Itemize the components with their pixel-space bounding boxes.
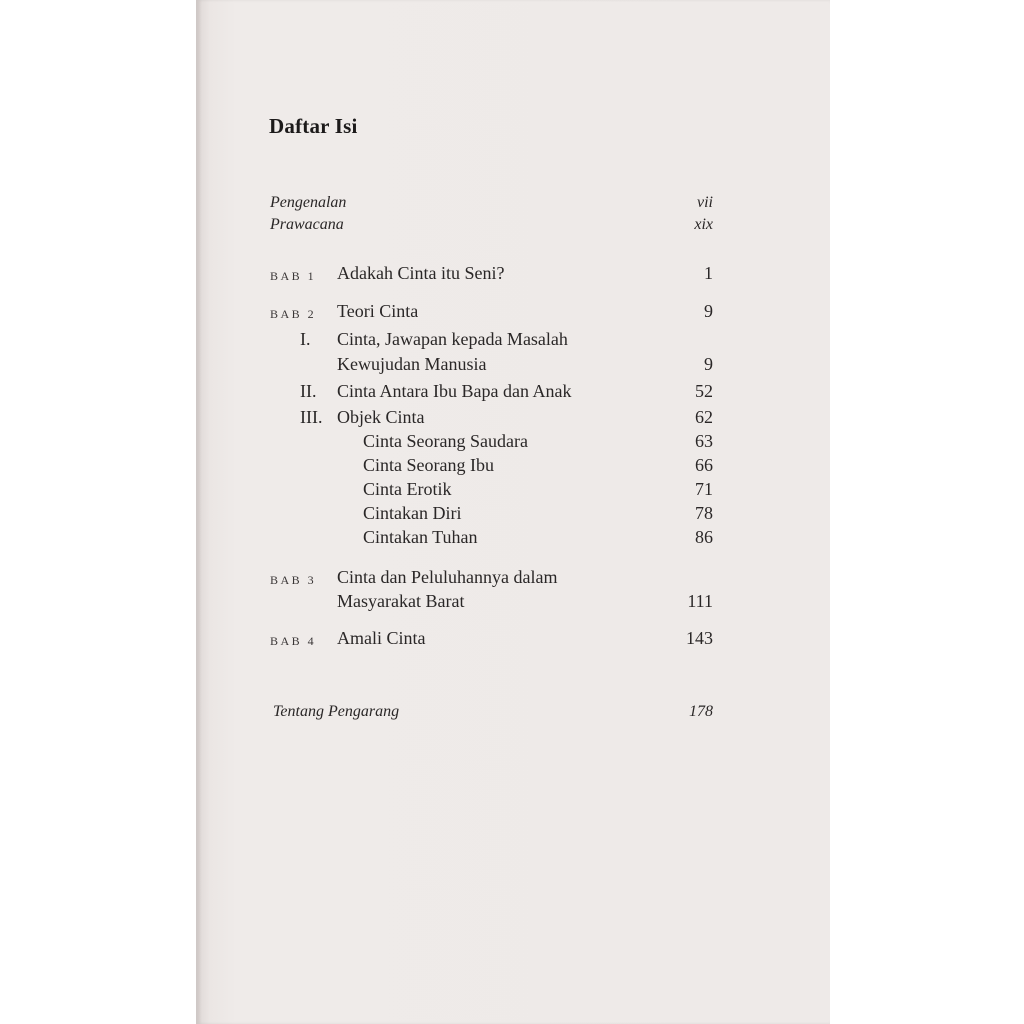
entry-label: Tentang Pengarang bbox=[273, 703, 400, 720]
subsection-title: Cinta Erotik bbox=[363, 479, 452, 499]
toc-section-2 bbox=[270, 379, 713, 403]
entry-page: 178 bbox=[689, 703, 713, 720]
section-number: II. bbox=[300, 381, 317, 401]
subsection-page: 86 bbox=[695, 527, 713, 547]
section-title: Cinta Antara Ibu Bapa dan Anak bbox=[337, 381, 572, 401]
subsection-title: Cintakan Diri bbox=[363, 503, 462, 523]
toc-subsection-erotik bbox=[270, 477, 713, 501]
chapter-title: Teori Cinta bbox=[337, 301, 419, 321]
toc-entry-tentang-pengarang bbox=[270, 700, 713, 724]
toc-subsection-ibu bbox=[270, 453, 713, 477]
chapter-number: BAB 3 bbox=[270, 573, 317, 587]
toc-section-1-line-1 bbox=[270, 327, 713, 351]
toc-subsection-diri bbox=[270, 501, 713, 525]
section-page: 9 bbox=[704, 354, 713, 374]
subsection-page: 71 bbox=[695, 479, 713, 499]
chapter-title-continued: Masyarakat Barat bbox=[337, 591, 465, 611]
section-page: 52 bbox=[695, 381, 713, 401]
chapter-page: 143 bbox=[686, 628, 713, 648]
entry-page: xix bbox=[694, 216, 713, 233]
entry-page: vii bbox=[697, 194, 713, 211]
subsection-title: Cinta Seorang Ibu bbox=[363, 455, 494, 475]
chapter-title: Amali Cinta bbox=[337, 628, 426, 648]
toc-chapter-4 bbox=[270, 626, 713, 650]
section-title: Objek Cinta bbox=[337, 407, 425, 427]
chapter-number: BAB 1 bbox=[270, 269, 317, 283]
toc-chapter-3-line-1 bbox=[270, 565, 713, 589]
chapter-page: 111 bbox=[687, 591, 713, 611]
chapter-page: 1 bbox=[704, 263, 713, 283]
subsection-title: Cintakan Tuhan bbox=[363, 527, 478, 547]
chapter-page: 9 bbox=[704, 301, 713, 321]
toc-section-3 bbox=[270, 405, 713, 429]
entry-label: Pengenalan bbox=[270, 194, 347, 211]
chapter-number: BAB 2 bbox=[270, 307, 317, 321]
section-title: Cinta, Jawapan kepada Masalah bbox=[337, 329, 568, 349]
subsection-page: 63 bbox=[695, 431, 713, 451]
toc-title: Daftar Isi bbox=[269, 114, 358, 138]
subsection-page: 66 bbox=[695, 455, 713, 475]
toc-entry-pengenalan bbox=[270, 191, 713, 215]
toc-section-1-line-2 bbox=[270, 352, 713, 376]
toc-chapter-1 bbox=[270, 261, 713, 285]
toc-subsection-tuhan bbox=[270, 525, 713, 549]
section-page: 62 bbox=[695, 407, 713, 427]
page-spine-shadow bbox=[196, 0, 202, 1024]
entry-label: Prawacana bbox=[270, 216, 344, 233]
subsection-title: Cinta Seorang Saudara bbox=[363, 431, 528, 451]
toc-entry-prawacana bbox=[270, 213, 713, 237]
toc-subsection-saudara bbox=[270, 429, 713, 453]
section-number: I. bbox=[300, 329, 311, 349]
section-title-continued: Kewujudan Manusia bbox=[337, 354, 487, 374]
toc-chapter-2 bbox=[270, 299, 713, 323]
section-number: III. bbox=[300, 407, 323, 427]
chapter-title: Adakah Cinta itu Seni? bbox=[337, 263, 505, 283]
chapter-title: Cinta dan Peluluhannya dalam bbox=[337, 567, 558, 587]
chapter-number: BAB 4 bbox=[270, 634, 317, 648]
subsection-page: 78 bbox=[695, 503, 713, 523]
toc-chapter-3-line-2 bbox=[270, 589, 713, 613]
